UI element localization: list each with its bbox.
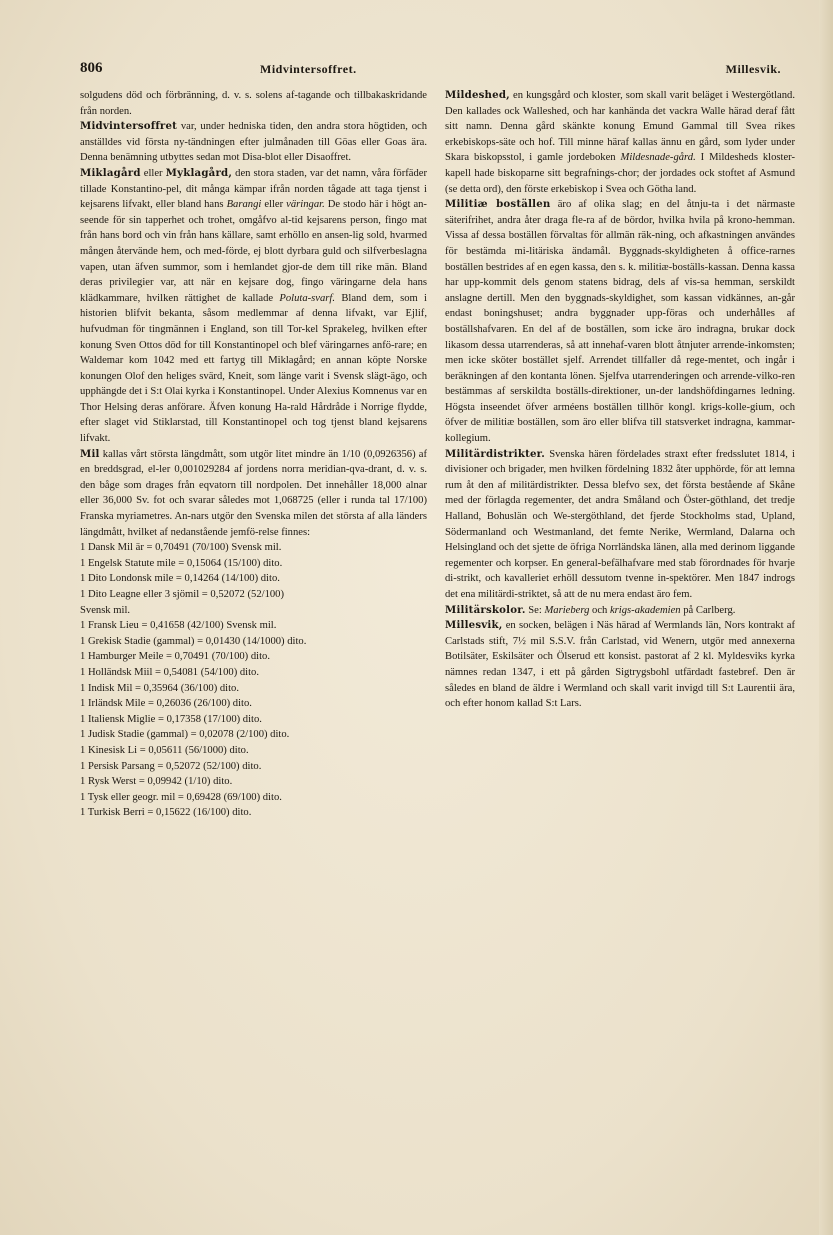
page-edge-shadow — [819, 0, 833, 1235]
entry-text: var, under hedniska tiden, den andra stora högtiden, och anställdes vid första ny-tändningen efter julmånaden till Göas eller Goas ära. Denna benämning utbyttes sedan mot Disa-blot eller Disaoffret. — [80, 121, 427, 164]
page-number: 806 — [80, 60, 103, 76]
list-item: 1 Tysk eller geogr. mil = 0,69428 (69/100) dito. — [80, 791, 282, 803]
entry-mildeshed — [445, 88, 795, 197]
entry-text: äro af olika slag; en del åtnju-ta i det närmaste säterifrihet, andra åter draga fle-ra af de bördor, hvilka hvila på krono-hemman. Vissa af dessa boställen förvaltas för allmän räk-ning, och afkastningen användes för bestämda mi-litäriska ändamål. Byggnads-skyldigheten å office-rarnes boställen bestrides af en egen kassa, den s. k. militiæ-boställs-kassan. Denna kassa har upp-kommit dels genom statens bidrag, dels af vis-sa hemman, serskildt anslagne dertill. Men den byggnads-skyldighet, som kassan vidkännes, an-går endast boningshuset; andra byggnader upp-föras och underhålles af boställshafvaren. En del af de boställen, som icke äro indragna, brukar dock likasom dessa utarrenderas, så att innehaf-varen blott åtnjuter arrende-inkomsten; men icke sköter bostället sjelf. Arrendet tillfaller då rege-mentet, och ingår i beräkningen af den kontanta lönen. Sjelfva utarrenderingen och arrende-vilko-ren bestämmas af serskildta boställs-direktioner, un-der landshöfdingarnes ledning. Högsta inseendet öfver arméens boställen tillhör kongl. krigs-kolle-gium, och öfver de militiæ boställen, som äro eller blifva till statsverket indragna, kammar-kollegium. — [445, 199, 795, 445]
list-item: 1 Judisk Stadie (gammal) = 0,02078 (2/100) dito. — [80, 729, 290, 741]
list-item: 1 Dito Leagne eller 3 sjömil = 0,52072 (52/100) — [80, 589, 284, 600]
headword-myklagard: Myklagård, — [165, 166, 233, 179]
headword-mil: Mil — [80, 447, 100, 460]
headword-mildeshed: Mildeshed, — [445, 89, 510, 101]
list-item: 1 Engelsk Statute mile = 0,15064 (15/100) dito. — [80, 557, 283, 569]
entry-text: på Carlberg. — [683, 604, 736, 616]
entry-text: I Mildesheds kloster-kapell hade biskoparne sitt begrafnings-chor; der jordades ock stoftet af Asmund (se detta ord), den förste erkebiskop i Svea och Götha land. — [445, 152, 795, 195]
list-item: 1 Indisk Mil = 0,35964 (36/100) dito. — [80, 682, 239, 694]
left-column — [80, 88, 427, 821]
entry-militiae-bostallen — [445, 197, 795, 447]
list-item: 1 Kinesisk Li = 0,05611 (56/1000) dito. — [80, 744, 249, 756]
entry-text: Bland dem, som i historien blifvit bekanta, såsom medlemmar af denna lifvakt, var Ejlif, hufvudman för tingmännen i England, son till Tor-kel Sprakeleg, hvilken efter konung Sven Ottos död for till Konstantinopel och blef väringarnes anfö-rare; en Waldemar kom 1042 med ett fartyg till Miklagård; en annan köpte Norske konungen Olof den heliges svärd, Kneit, som länge varit i Svensk slägt-ägo, och upphängde det i S:t Olai kyrka i Konstantinopel. Under Alexius Komnenus var en Thor Helsing deras anförare. Äfven konung Ha-rald Hårdråde i Norrige flydde, efter slaget vid Stiklarstad, till Konstantinopel och tog tjenst bland kejsarens lifvakt. — [80, 292, 427, 445]
list-item: 1 Holländsk Miil = 0,54081 (54/100) dito. — [80, 666, 260, 678]
see-reference: Se: — [528, 604, 542, 616]
entry-text: De stodo här i högt an-seende för sin tapperhet och trohet, omgåfvo al-tid kejsarens person, fingo mat från hans bord och vin från hans källare, samt erhöllo en ansen-lig sold, hvarmed mången återvände hem, och med-förde, ej blott dyrbara guld och silfverbeslagna vapen, utan äfven summor, som i hemlandet gjor-de dem till rike män. Bland deras privilegier var, att när en kejsare dog, fingo väringarne dela hans klädkammare, hvilken rättighet de kallade — [80, 199, 427, 304]
connector-word: eller — [264, 199, 284, 211]
headword-miklagard: Miklagård — [80, 166, 141, 179]
list-item: 1 Irländsk Mile = 0,26036 (26/100) dito. — [80, 698, 252, 710]
entry-mil — [80, 447, 427, 541]
entry-text: Svenska hären fördelades straxt efter fredsslutet 1814, i divisioner och brigader, men hvilken fördelning 1832 åter upphörde, för att lemna rum åt den af militärdistrikter. Dessa blefvo sex, det första bestående af Skåne med der förlagda regementer, det andra Småland och Öster-göthland, det tredje Halland, Bohuslän och We-stergöthland, det fjerde Stockholms stad, Upland, Södermanland och Westmanland, det femte Nerike, Wermland, Dalarna och Helsingland och det sjette de öfriga Norrländska länen, alla med derinom liggande regementer och korpser. En general-befälhafvare med stab förordnades för hvarje di-strikt, och kavalleriet erhöll dessutom tvenne in-spektörer. Men 1847 indrogs det ena militärdi-striktet, så att de nu mera endast äro fem. — [445, 448, 795, 600]
connector-word: och — [592, 604, 608, 616]
right-running-title: Millesvik. — [725, 62, 781, 76]
list-item: 1 Dito Londonsk mile = 0,14264 (14/100) dito. — [80, 573, 280, 585]
italic-term: Mildesnade-gård. — [620, 152, 696, 164]
headword-midvintersoffret: Midvintersoffret — [80, 120, 178, 133]
list-item: 1 Rysk Werst = 0,09942 (1/10) dito. — [80, 776, 233, 788]
list-item: 1 Grekisk Stadie (gammal) = 0,01430 (14/1000) dito. — [80, 635, 307, 647]
cross-reference: krigs-akademien — [609, 604, 681, 616]
italic-term: Barangi — [226, 199, 262, 211]
list-item: 1 Persisk Parsang = 0,52072 (52/100) dito. — [80, 760, 262, 772]
entry-text: (0,0926356) af en breddsgrad, el-ler 0,001029284 af jordens norra meridian-qva-drant, d. v. s. den båge som drages från eqvatorn till nordpolen. Det innehåller 18,000 alnar eller 36,000 Sv. fot och svarar således mot 1,068725 (eller i runda tal 1 — [80, 448, 427, 507]
entry-midvintersoffret — [80, 119, 427, 166]
entry-text: kallas vårt största längdmått, som utgör litet mindre än — [102, 448, 339, 460]
headword-militarskolor: Militärskolor. — [445, 603, 526, 616]
entry-text: en socken, belägen i Näs härad af Wermlands län, Nors kontrakt af Carlstads stift, 7½ mil S.S.V. från Carlstad, vid Wenern, utgör med annexerna Botilsäter, Eskilsäter och Ölserud ett konsist. pastorat af 2 kl. Myldesviks kyrka nämnes redan 1347, i ett på gården Sigtrygsbohl utfärdadt fastebref. Den är således en bland de äldre i Wermland och skall varit invigd till S:t Laurentii ära, och efter honom kallad S:t Lars. — [445, 620, 795, 710]
list-item: 1 Turkisk Berri = 0,15622 (16/100) dito. — [80, 807, 252, 819]
entry-militarskolor — [445, 603, 795, 619]
left-running-title: Midvintersoffret. — [260, 62, 357, 76]
paragraph-solgudens: solgudens död och förbränning, d. v. s. solens af-tagande och tillbakaskridande från norden. — [80, 90, 427, 117]
italic-term: väringar. — [286, 199, 325, 211]
running-header — [80, 60, 793, 80]
list-item: 1 Italiensk Miglie = 0,17358 (17/100) dito. — [80, 713, 262, 725]
entry-text: ) Franska myriametres. An-nars utgör den Svenska milen det största af alla länders längdmått, hvilket af nedanstående jemfö-relse finnes: — [80, 495, 427, 538]
right-column — [445, 88, 795, 712]
entry-text: en kungsgård och kloster, som skall varit beläget i Westergötland. Den kallades ock Walleshed, och har kanhända det vackra Walle härad deraf fått sitt namn. Denna gård skänkte konung Emund Gammal till Svea rikes erkebiskops-säte och hof. Till minne häraf kallas ännu en gård, som lyder under Skara biskopsstol, i gamle jordeboken — [445, 90, 795, 164]
comparison-list — [80, 540, 427, 821]
headword-militardistrikter: Militärdistrikter. — [445, 447, 546, 460]
list-item: 1 Fransk Lieu = 0,41658 (42/100) Svensk mil. — [80, 620, 277, 632]
fraction: 1/10 — [341, 448, 361, 460]
fraction: 7/100 — [399, 495, 424, 507]
list-item: 1 Hamburger Meile = 0,70491 (70/100) dito. — [80, 651, 270, 663]
cross-reference: Marieberg — [544, 604, 590, 616]
entry-miklagard — [80, 166, 427, 447]
entry-militardistrikter — [445, 447, 795, 603]
headword-militiae-bostallen: Militiæ boställen — [445, 198, 551, 211]
italic-term: Poluta-svarf. — [279, 292, 336, 304]
list-item: Svensk mil. — [80, 604, 131, 616]
list-item: 1 Dansk Mil är = 0,70491 (70/100) Svensk mil. — [80, 542, 282, 554]
entry-text: den stora staden, var det namn, våra förfäder tillade Konstantino-pel, dit många kämpar ifrån norden tågade att taga tjenst i kejsarens lifvakt, eller bland hans — [80, 167, 428, 211]
entry-millesvik — [445, 618, 795, 712]
headword-millesvik: Millesvik, — [445, 619, 503, 632]
connector-word: eller — [143, 167, 163, 179]
